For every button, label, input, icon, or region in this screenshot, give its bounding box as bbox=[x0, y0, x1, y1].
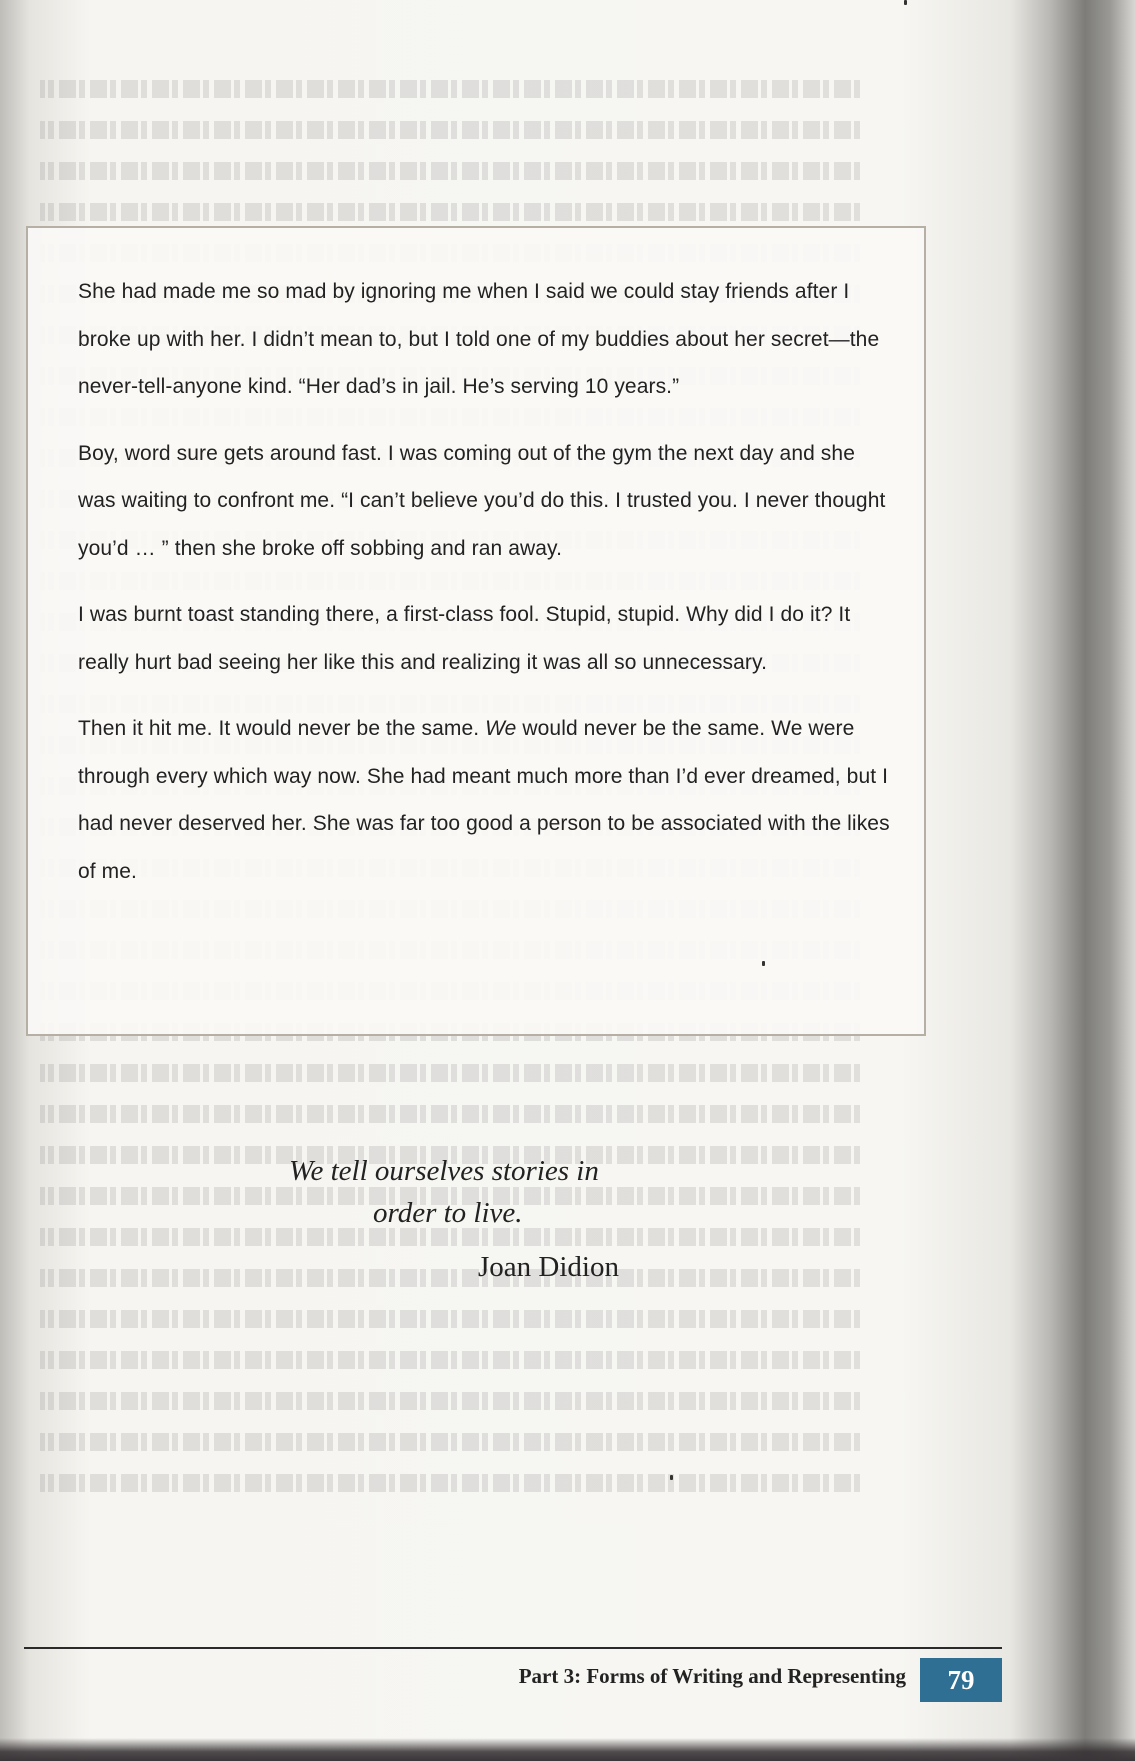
excerpt-paragraph-4 bbox=[78, 705, 894, 895]
footer-divider bbox=[24, 1647, 1002, 1649]
quote-line-1: We tell ourselves stories in bbox=[289, 1155, 599, 1187]
excerpt-paragraph-2: Boy, word sure gets around fast. I was coming out of the gym the next day and she was waiting to confront me. “I can’t believe you’d do this. I trusted you. I never thought you’d … ” then she broke off sobbing and ran away. bbox=[78, 441, 886, 560]
excerpt-paragraph-1: She had made me so mad by ignoring me when I said we could stay friends after I broke up with her. I didn’t mean to, but I told one of my buddies about her secret—the never-tell-anyone kind. “Her dad’s in jail. He’s serving 10 years.” bbox=[78, 280, 880, 398]
quote-author: Joan Didion bbox=[478, 1251, 619, 1283]
page-number-badge: 79 bbox=[920, 1658, 1002, 1702]
pull-quote bbox=[285, 1150, 705, 1290]
footer-section-title: Part 3: Forms of Writing and Representing bbox=[518, 1664, 906, 1688]
speck-mark bbox=[670, 1475, 673, 1480]
quote-line-2: order to live. bbox=[373, 1197, 523, 1229]
excerpt-paragraph-3: I was burnt toast standing there, a first-class fool. Stupid, stupid. Why did I do it? It really hurt bad seeing her like this and realizing it was all so unnecessary. bbox=[78, 603, 851, 674]
excerpt-emphasis: We bbox=[485, 717, 517, 740]
speck-mark bbox=[904, 0, 907, 5]
excerpt-paragraph-4-end: would never be the same. We were through every which way now. She had meant much more than I’d ever dreamed, but I had never deserved her. She was far too good a person to be associated with the likes of me. bbox=[78, 717, 890, 883]
speck-mark bbox=[762, 961, 765, 966]
page-bottom-shadow bbox=[0, 1738, 1135, 1761]
excerpt-paragraph-4-start: Then it hit me. It would never be the same. bbox=[78, 717, 486, 740]
student-excerpt-box bbox=[26, 226, 926, 1036]
